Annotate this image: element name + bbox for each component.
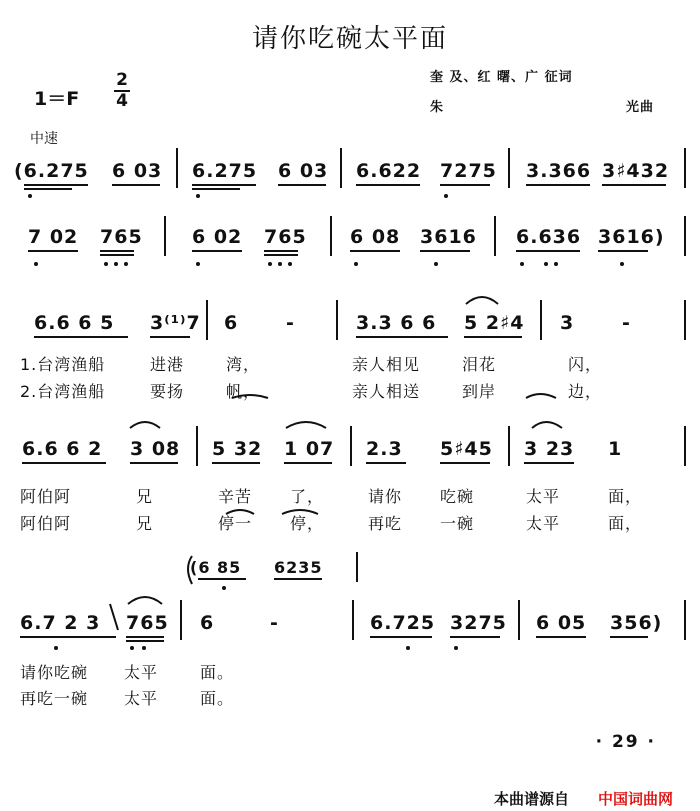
note-group: (6 85 [190, 558, 242, 577]
note-group: 3 [560, 312, 575, 334]
bar-line [508, 148, 510, 188]
octave-dot [114, 262, 118, 266]
lyric: 辛苦 [218, 487, 253, 506]
beam-line [192, 188, 240, 190]
octave-dot [196, 262, 200, 266]
bar-line [684, 300, 686, 340]
note-group: - [286, 312, 295, 334]
beam-line [100, 254, 134, 256]
beam-line [130, 462, 178, 464]
note-group: 3.3 6 6 [356, 312, 437, 334]
note-group: 6 [224, 312, 239, 334]
lyric: 要扬 [150, 382, 185, 401]
note-group: 6.7 2 3 [20, 612, 101, 634]
bar-line [206, 300, 208, 340]
beam-line [150, 336, 190, 338]
bar-line [336, 300, 338, 340]
note-group: 765 [126, 612, 169, 634]
beam-line [440, 462, 490, 464]
beam-line [524, 462, 574, 464]
beam-line [440, 184, 490, 186]
bar-line [350, 426, 352, 466]
lyric: 太平 [124, 689, 159, 708]
bar-line [518, 600, 520, 640]
note-group: 6.636 [516, 226, 582, 248]
beam-line [284, 462, 332, 464]
octave-dot [196, 194, 200, 198]
lyric: 面， [608, 487, 643, 506]
beam-line [212, 462, 260, 464]
octave-dot [288, 262, 292, 266]
beam-line [112, 184, 160, 186]
composer-suffix: 光曲 [626, 100, 655, 115]
beam-line [126, 640, 164, 642]
lyric: 帆， [226, 382, 261, 401]
lyric: 再吃 [368, 514, 403, 533]
bar-line [684, 148, 686, 188]
octave-dot [354, 262, 358, 266]
octave-dot [620, 262, 624, 266]
lyric: 太平 [124, 663, 159, 682]
note-group: - [270, 612, 279, 634]
lyric: 亲人相见 [352, 355, 421, 374]
lyric: 再吃一碗 [20, 689, 89, 708]
octave-dot [124, 262, 128, 266]
lyric: 到岸 [462, 382, 497, 401]
octave-dot [142, 646, 146, 650]
page-number: · 29 · [595, 732, 656, 752]
note-group: 1 [608, 438, 623, 460]
lyric: 兄 [136, 487, 154, 506]
bar-line [196, 426, 198, 466]
bar-line [508, 426, 510, 466]
note-group: 7 02 [28, 226, 79, 248]
beam-line [24, 188, 72, 190]
octave-dot [278, 262, 282, 266]
lyric: 停一 [218, 514, 253, 533]
tempo-marking: 中速 [30, 131, 58, 147]
note-group: 3⁽¹⁾7 [150, 312, 201, 334]
beam-line [274, 578, 322, 580]
note-group: 3616 [420, 226, 477, 248]
bar-line [684, 600, 686, 640]
bar-line [684, 216, 686, 256]
beam-line [536, 636, 586, 638]
lyric: 兄 [136, 514, 154, 533]
note-group: 6.622 [356, 160, 422, 182]
note-group: 5 2♯4 [464, 312, 525, 334]
lyric: 边， [568, 382, 603, 401]
note-group: 3♯432 [602, 160, 670, 182]
time-signature-bottom: 4 [116, 91, 128, 111]
beam-line [598, 250, 648, 252]
octave-dot [222, 586, 226, 590]
site-name[interactable]: 中国词曲网 [598, 790, 674, 808]
lyric: 闪， [568, 355, 603, 374]
lyric: 吃碗 [440, 487, 475, 506]
bar-line [164, 216, 166, 256]
note-group: 6 02 [192, 226, 243, 248]
octave-dot [406, 646, 410, 650]
beam-line [526, 184, 590, 186]
octave-dot [54, 646, 58, 650]
beam-line [356, 184, 420, 186]
lyric: 面， [608, 514, 643, 533]
bar-line [684, 426, 686, 466]
beam-line [22, 462, 106, 464]
beam-line [264, 250, 298, 252]
beam-line [370, 636, 432, 638]
note-group: 6.6 6 2 [22, 438, 103, 460]
note-group: 2.3 [366, 438, 403, 460]
octave-dot [554, 262, 558, 266]
beam-line [24, 184, 88, 186]
lyric: 太平 [526, 514, 561, 533]
beam-line [34, 336, 128, 338]
beam-line [366, 462, 406, 464]
octave-dot [444, 194, 448, 198]
lyric: 阿伯阿 [20, 514, 72, 533]
note-group: 3.366 [526, 160, 592, 182]
beam-line [192, 184, 256, 186]
octave-dot [520, 262, 524, 266]
note-group: 6.725 [370, 612, 436, 634]
bar-line [180, 600, 182, 640]
note-group: - [622, 312, 631, 334]
lyric: 阿伯阿 [20, 487, 72, 506]
beam-line [126, 636, 164, 638]
lyric: 了， [290, 487, 325, 506]
lyricist-credit: 奎 及、红 曙、广 征词 [430, 70, 573, 85]
beam-line [464, 336, 522, 338]
song-title: 请你吃碗太平面 [251, 24, 448, 54]
beam-line [356, 336, 448, 338]
lyric: 请你 [368, 487, 403, 506]
note-group: 6.275 [192, 160, 258, 182]
slur [466, 297, 498, 304]
bar-line [540, 300, 542, 340]
time-signature-top: 2 [116, 70, 128, 90]
note-group: 7275 [440, 160, 497, 182]
octave-dot [104, 262, 108, 266]
octave-dot [268, 262, 272, 266]
lyric: 亲人相送 [352, 382, 421, 401]
beam-line [420, 250, 470, 252]
octave-dot [454, 646, 458, 650]
note-group: 356) [610, 612, 663, 634]
beam-line [278, 184, 326, 186]
bar-line [176, 148, 178, 188]
note-group: 5 32 [212, 438, 263, 460]
lyric: 进港 [150, 355, 185, 374]
note-group: 6.6 6 5 [34, 312, 115, 334]
note-group: (6.275 [14, 160, 89, 182]
lyric: 面。 [200, 689, 235, 708]
lyric: 一碗 [440, 514, 475, 533]
lyric: 湾， [226, 355, 261, 374]
note-group: 5♯45 [440, 438, 493, 460]
beam-line [198, 578, 246, 580]
lyric: 太平 [526, 487, 561, 506]
note-group: 1 07 [284, 438, 335, 460]
lyric: 停， [290, 514, 325, 533]
source-label: 本曲谱源自 [494, 790, 570, 808]
note-group: 765 [100, 226, 143, 248]
key-signature: 1＝F [34, 88, 80, 110]
slur [532, 422, 562, 428]
note-group: 3 23 [524, 438, 575, 460]
lyric: 泪花 [462, 355, 497, 374]
note-group: 6 [200, 612, 215, 634]
note-group: 6235 [274, 558, 323, 577]
octave-dot [130, 646, 134, 650]
octave-dot [434, 262, 438, 266]
bar-line [352, 600, 354, 640]
slur [110, 604, 118, 630]
lyric: 1.台湾渔船 [20, 355, 106, 374]
octave-dot [28, 194, 32, 198]
note-group: 3616) [598, 226, 665, 248]
note-group: 3 08 [130, 438, 181, 460]
bar-line [494, 216, 496, 256]
note-group: 6 03 [112, 160, 163, 182]
beam-line [610, 636, 648, 638]
slur [286, 422, 326, 428]
note-group: 765 [264, 226, 307, 248]
lyric: 请你吃碗 [20, 663, 89, 682]
note-group: 6 08 [350, 226, 401, 248]
beam-line [350, 250, 400, 252]
bar-line [356, 552, 358, 582]
slur [526, 394, 556, 398]
note-group: 6 03 [278, 160, 329, 182]
lyric: 2.台湾渔船 [20, 382, 106, 401]
beam-line [450, 636, 500, 638]
composer-name: 朱 [430, 100, 445, 115]
octave-dot [544, 262, 548, 266]
time-signature [114, 72, 130, 110]
octave-dot [34, 262, 38, 266]
beam-line [602, 184, 666, 186]
bar-line [340, 148, 342, 188]
note-group: 6 05 [536, 612, 587, 634]
bar-line [330, 216, 332, 256]
slur [128, 597, 162, 604]
beam-line [264, 254, 298, 256]
beam-line [192, 250, 242, 252]
beam-line [516, 250, 580, 252]
beam-line [100, 250, 134, 252]
beam-line [28, 250, 78, 252]
beam-line [20, 636, 116, 638]
lyric: 面。 [200, 663, 235, 682]
note-group: 3275 [450, 612, 507, 634]
slur [130, 422, 160, 428]
